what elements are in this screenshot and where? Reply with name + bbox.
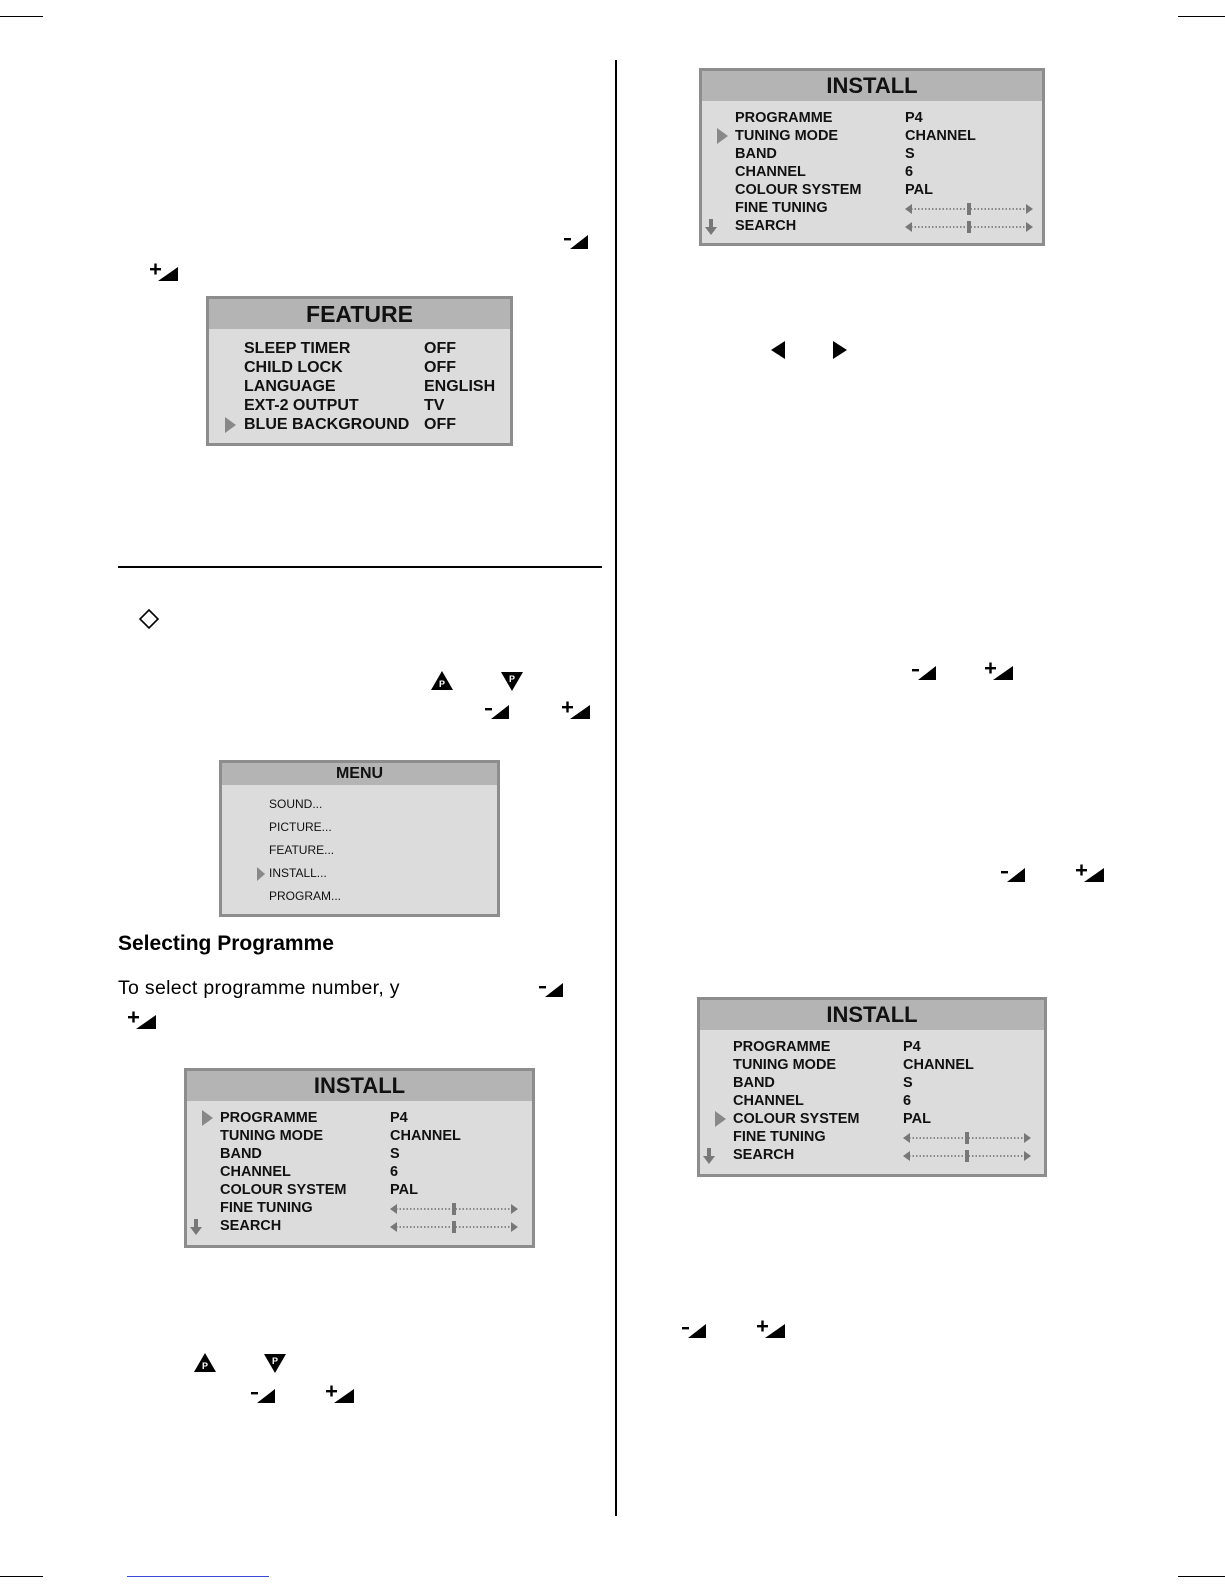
- install-menu-title: INSTALL: [700, 1000, 1044, 1030]
- programme-up-icon: [431, 671, 453, 691]
- tuning-slider[interactable]: [390, 1220, 518, 1234]
- scroll-down-icon: [705, 219, 717, 235]
- main-menu-item[interactable]: [222, 820, 497, 840]
- install-row-label: BAND: [733, 1075, 775, 1091]
- volume-down-icon: [251, 1386, 277, 1404]
- install-row-label: SEARCH: [733, 1147, 795, 1163]
- install-menu-row[interactable]: [700, 1147, 1044, 1165]
- main-menu-item-label: PICTURE...: [269, 820, 332, 834]
- main-menu-item[interactable]: [222, 843, 497, 863]
- install-row-label: TUNING MODE: [733, 1057, 837, 1073]
- install-row-label: COLOUR SYSTEM: [733, 1111, 860, 1127]
- main-menu-item-label: SOUND...: [269, 797, 323, 811]
- programme-down-icon: [264, 1353, 286, 1373]
- feature-menu-row[interactable]: [209, 378, 510, 397]
- install-row-value: S: [390, 1146, 400, 1162]
- main-menu-item-label: FEATURE...: [269, 843, 335, 857]
- install-row-label: CHANNEL: [733, 1093, 804, 1109]
- install-menu-right-bottom: [697, 997, 1047, 1177]
- column-divider: [615, 60, 617, 1516]
- section-heading: Selecting Programme: [118, 932, 334, 955]
- install-menu-row[interactable]: [702, 110, 1042, 128]
- install-menu-row[interactable]: [700, 1075, 1044, 1093]
- install-row-value: S: [905, 146, 915, 162]
- main-menu-title: MENU: [222, 763, 497, 785]
- left-arrow-icon: [770, 340, 786, 360]
- volume-down-icon: [682, 1321, 708, 1339]
- install-row-value: CHANNEL: [903, 1057, 974, 1073]
- tuning-slider[interactable]: [903, 1149, 1031, 1163]
- volume-up-icon: [562, 700, 592, 720]
- install-menu-row[interactable]: [700, 1129, 1044, 1147]
- install-row-value: P4: [903, 1039, 921, 1055]
- feature-menu-row[interactable]: [209, 340, 510, 359]
- install-row-value: P4: [390, 1110, 408, 1126]
- feature-menu-row[interactable]: [209, 397, 510, 416]
- install-row-label: COLOUR SYSTEM: [735, 182, 862, 198]
- install-row-value: PAL: [903, 1111, 931, 1127]
- install-menu-title: INSTALL: [702, 71, 1042, 101]
- install-row-value: S: [903, 1075, 913, 1091]
- selection-cursor-icon: [715, 1111, 726, 1127]
- install-row-label: FINE TUNING: [735, 200, 828, 216]
- main-menu-item[interactable]: [222, 866, 497, 886]
- section-text: To select programme number, y: [118, 977, 400, 999]
- install-menu-row[interactable]: [700, 1111, 1044, 1129]
- tuning-slider[interactable]: [390, 1202, 518, 1216]
- install-row-value: CHANNEL: [905, 128, 976, 144]
- install-row-label: CHANNEL: [735, 164, 806, 180]
- install-row-label: FINE TUNING: [220, 1200, 313, 1216]
- install-menu-row[interactable]: [187, 1200, 532, 1218]
- volume-up-icon: [1076, 863, 1106, 883]
- svg-text:P: P: [271, 1356, 279, 1366]
- diamond-icon: [138, 608, 160, 630]
- install-menu-row[interactable]: [700, 1057, 1044, 1075]
- svg-text:P: P: [508, 674, 516, 684]
- install-menu-row[interactable]: [187, 1146, 532, 1164]
- tuning-slider[interactable]: [905, 202, 1033, 216]
- volume-up-icon: [985, 661, 1015, 681]
- crop-mark: [1178, 1576, 1225, 1577]
- install-row-label: PROGRAMME: [735, 110, 833, 126]
- install-row-label: SEARCH: [220, 1218, 282, 1234]
- feature-menu-rows: [209, 329, 510, 443]
- selection-cursor-icon: [202, 1110, 213, 1126]
- feature-menu: [206, 296, 513, 446]
- install-menu-row[interactable]: [702, 218, 1042, 236]
- programme-up-icon: [194, 1353, 216, 1373]
- volume-up-icon: [326, 1384, 356, 1404]
- feature-row-value: ENGLISH: [424, 378, 496, 395]
- selection-cursor-icon: [257, 867, 265, 881]
- section-rule: [118, 566, 602, 568]
- install-menu-row[interactable]: [700, 1093, 1044, 1111]
- install-row-value: 6: [390, 1164, 399, 1180]
- feature-row-value: OFF: [424, 416, 456, 433]
- feature-row-value: OFF: [424, 359, 456, 376]
- install-row-value: PAL: [905, 182, 933, 198]
- main-menu-items: [222, 785, 497, 915]
- volume-down-icon: [485, 702, 511, 720]
- install-menu-right-top: [699, 68, 1045, 246]
- crop-mark: [0, 16, 43, 17]
- feature-menu-title: FEATURE: [209, 299, 510, 329]
- footer-link-rule: [127, 1576, 269, 1577]
- programme-down-icon: [501, 671, 523, 691]
- volume-down-icon: [1001, 865, 1027, 883]
- selection-cursor-icon: [717, 128, 728, 144]
- crop-mark: [1178, 16, 1225, 17]
- main-menu: [219, 760, 500, 917]
- install-menu-row[interactable]: [187, 1164, 532, 1182]
- install-row-label: PROGRAMME: [733, 1039, 831, 1055]
- install-menu-row[interactable]: [187, 1110, 532, 1128]
- install-menu-row[interactable]: [702, 128, 1042, 146]
- feature-row-label: CHILD LOCK: [244, 359, 343, 376]
- volume-up-icon: [757, 1319, 787, 1339]
- install-menu-row[interactable]: [187, 1182, 532, 1200]
- main-menu-item-label: INSTALL...: [269, 866, 327, 880]
- install-row-label: PROGRAMME: [220, 1110, 318, 1126]
- right-arrow-icon: [832, 340, 848, 360]
- svg-text:P: P: [201, 1361, 209, 1371]
- install-row-label: TUNING MODE: [735, 128, 839, 144]
- scroll-down-icon: [190, 1219, 202, 1235]
- volume-down-icon: [539, 980, 565, 998]
- volume-down-icon: [564, 232, 590, 250]
- install-row-label: CHANNEL: [220, 1164, 291, 1180]
- install-menu-rows: [702, 101, 1042, 241]
- volume-up-icon: [128, 1010, 158, 1030]
- install-menu-row[interactable]: [187, 1218, 532, 1236]
- feature-menu-row[interactable]: [209, 416, 510, 435]
- main-menu-item[interactable]: [222, 797, 497, 817]
- volume-down-icon: [912, 663, 938, 681]
- install-menu-row[interactable]: [702, 182, 1042, 200]
- install-row-label: BAND: [735, 146, 777, 162]
- install-menu-left: [184, 1068, 535, 1248]
- install-row-value: PAL: [390, 1182, 418, 1198]
- scroll-down-icon: [703, 1148, 715, 1164]
- install-menu-rows: [187, 1101, 532, 1241]
- main-menu-item-label: PROGRAM...: [269, 889, 342, 903]
- selection-cursor-icon: [225, 417, 236, 433]
- install-row-label: BAND: [220, 1146, 262, 1162]
- install-row-label: COLOUR SYSTEM: [220, 1182, 347, 1198]
- svg-text:P: P: [438, 679, 446, 689]
- feature-menu-row[interactable]: [209, 359, 510, 378]
- install-row-value: 6: [903, 1093, 912, 1109]
- install-menu-row[interactable]: [702, 200, 1042, 218]
- install-row-value: P4: [905, 110, 923, 126]
- tuning-slider[interactable]: [905, 220, 1033, 234]
- install-row-value: CHANNEL: [390, 1128, 461, 1144]
- main-menu-item[interactable]: [222, 889, 497, 909]
- feature-row-value: OFF: [424, 340, 456, 357]
- install-menu-row[interactable]: [702, 164, 1042, 182]
- install-menu-title: INSTALL: [187, 1071, 532, 1101]
- install-row-label: TUNING MODE: [220, 1128, 324, 1144]
- tuning-slider[interactable]: [903, 1131, 1031, 1145]
- install-menu-row[interactable]: [700, 1039, 1044, 1057]
- feature-row-label: LANGUAGE: [244, 378, 336, 395]
- volume-up-icon: [150, 262, 180, 282]
- install-menu-row[interactable]: [187, 1128, 532, 1146]
- install-row-label: FINE TUNING: [733, 1129, 826, 1145]
- feature-row-label: BLUE BACKGROUND: [244, 416, 410, 433]
- install-menu-row[interactable]: [702, 146, 1042, 164]
- feature-row-value: TV: [424, 397, 445, 414]
- install-row-label: SEARCH: [735, 218, 797, 234]
- feature-row-label: EXT-2 OUTPUT: [244, 397, 359, 414]
- install-row-value: 6: [905, 164, 914, 180]
- install-menu-rows: [700, 1030, 1044, 1170]
- crop-mark: [0, 1576, 43, 1577]
- feature-row-label: SLEEP TIMER: [244, 340, 351, 357]
